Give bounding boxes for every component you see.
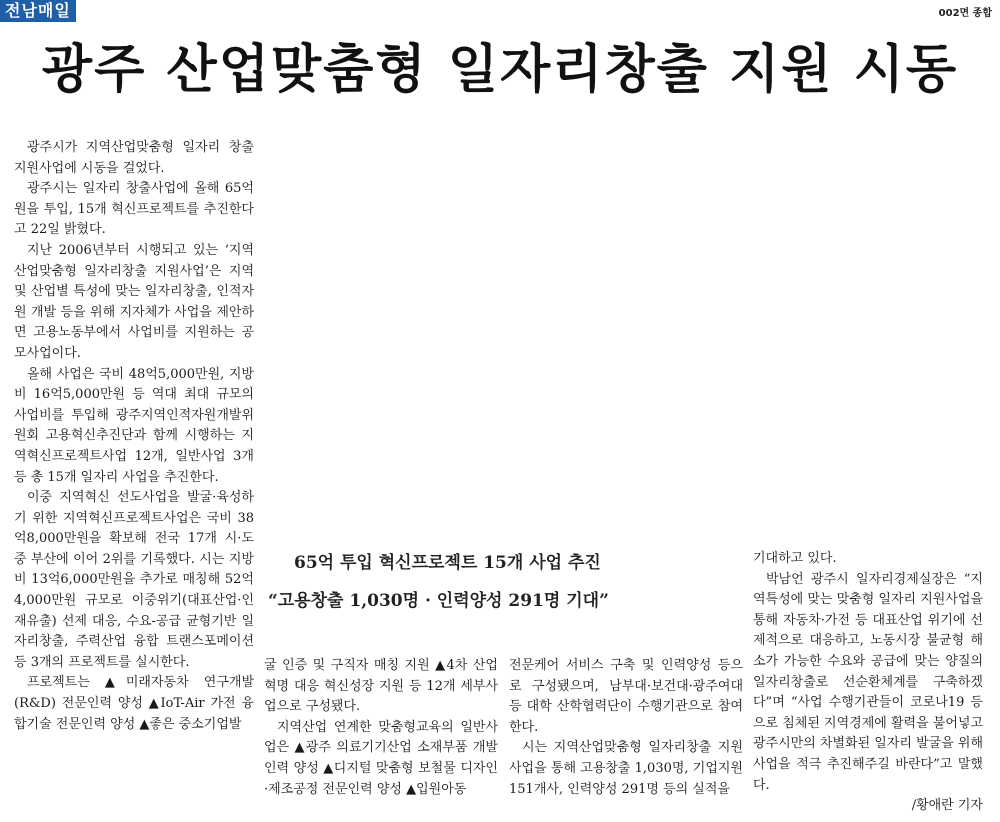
article-column-4 xyxy=(753,549,983,817)
byline: /황애란 기자 xyxy=(911,798,983,814)
paragraph: 광주시는 일자리 창출사업에 올해 65억원을 투입, 15개 혁신프로젝트를 추진한다고 22일 밝혔다. xyxy=(14,181,254,238)
paragraph: 굴 인증 및 구직자 매칭 지원 ▲4차 산업혁명 대응 혁신성장 지원 등 12개 세부사업으로 구성됐다. xyxy=(264,658,498,715)
paragraph: 프로젝트는 ▲미래자동차 연구개발(R&D) 전문인력 양성 ▲IoT-Air 가전 융합기술 전문인력 양성 ▲좋은 중소기업발 xyxy=(14,675,254,732)
subheadline-block xyxy=(268,548,742,616)
subheadline-1: 65억 투입 혁신프로젝트 15개 사업 추진 xyxy=(294,553,601,573)
article-column-1 xyxy=(14,138,254,735)
paragraph: 광주시가 지역산업맞춤형 일자리 창출 지원사업에 시동을 걸었다. xyxy=(14,140,254,176)
paragraph: 박남언 광주시 일자리경제실장은 “지역특성에 맞는 맞춤형 일자리 지원사업을 통해 자동차·가전 등 대표산업 위기에 선제적으로 대응하고, 노동시장 불균형 해소가 가능한 수요와 공급에 맞는 양질의 일자리창출로 선순환체계를 구축하겠다”며 “사업 수행기관들이 코로나19 등으로 침체된 지역경제에 활력을 불어넣고 광주시만의 차별화된 일자리 발굴을 위해 사업을 적극 추진해주길 바란다”고 말했다. xyxy=(753,571,984,793)
paragraph: 지난 2006년부터 시행되고 있는 ‘지역산업맞춤형 일자리창출 지원사업’은 지역 및 산업별 특성에 맞는 일자리창출, 인적자원 개발 등을 위해 지자체가 사업을 제안하면 고용노동부에서 사업비를 지원하는 공모사업이다. xyxy=(14,242,254,361)
article-column-3 xyxy=(509,656,743,800)
paragraph: 이중 지역혁신 선도사업을 발굴·육성하기 위한 지역혁신프로젝트사업은 국비 38억8,000만원을 확보해 전국 17개 시·도 중 부산에 이어 2위를 기록했다. 시는 지방비 13억6,000만원을 추가로 매칭해 52억4,000만원 규모로 이중위기(대표산업·인재유출) 선제 대응, 수요-공급 균형기반 일자리창출, 주력산업 융합 트랜스포메이션 등 3개의 프로젝트를 실시한다. xyxy=(14,490,254,670)
headline: 광주 산업맞춤형 일자리창출 지원 시동 xyxy=(41,40,959,100)
paragraph: 지역산업 연계한 맞춤형교육의 일반사업은 ▲광주 의료기기산업 소재부품 개발 인력 양성 ▲디지털 맞춤형 보철물 디자인·제조공정 전문인력 양성 ▲입원아동 xyxy=(264,719,498,797)
paragraph: 기대하고 있다. xyxy=(753,551,837,566)
paragraph: 올해 사업은 국비 48억5,000만원, 지방비 16억5,000만원 등 역대 최대 규모의 사업비를 투입해 광주지역인적자원개발위원회 고용혁신추진단과 함께 시행하는 지역혁신프로젝트사업 12개, 일반사업 3개 등 총 15개 일자리 사업을 추진한다. xyxy=(14,366,254,485)
subheadline-2: “고용창출 1,030명 · 인력양성 291명 기대” xyxy=(268,591,609,611)
page-info: 002면 종합 xyxy=(938,8,992,19)
paragraph: 전문케어 서비스 구축 및 인력양성 등으로 구성됐으며, 남부대·보건대·광주여대 등 대학 산학협력단이 수행기관으로 참여한다. xyxy=(509,658,743,735)
article-column-2 xyxy=(264,656,498,800)
newspaper-masthead: 전남매일 xyxy=(0,0,76,22)
paragraph: 시는 지역산업맞춤형 일자리창출 지원사업을 통해 고용창출 1,030명, 기업지원 151개사, 인력양성 291명 등의 실적을 xyxy=(509,740,743,797)
